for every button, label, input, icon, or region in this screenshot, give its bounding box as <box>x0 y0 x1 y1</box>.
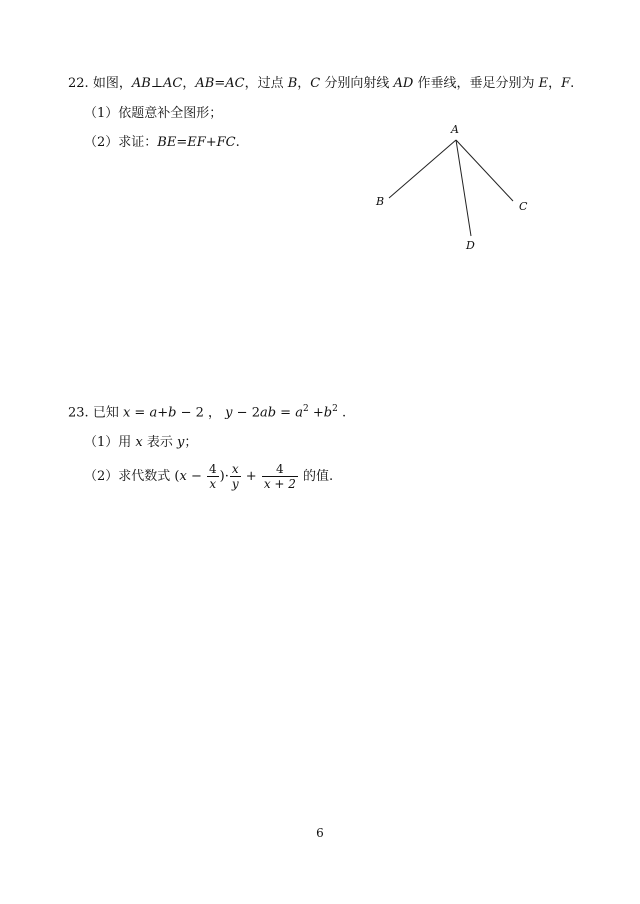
page-number: 6 <box>316 826 324 840</box>
q23-part-2: （2）求代数式 (x − $\frac{4}{x}$ )· $\frac{x}{y}$ + $\frac{4}{x + 2}$ 的值. <box>84 462 334 491</box>
q23-stem: 23. 已知 x = a+b − 2 ， $y - 2ab = a^2 +b^2$ . <box>68 404 347 421</box>
label-B: B <box>376 195 385 208</box>
label-C: C <box>519 200 528 213</box>
fraction-x-over-y: $\frac{x}{y}$ <box>231 462 239 491</box>
ray-AD <box>456 140 471 236</box>
q22-part-2: （2）求证：BE=EF+FC. <box>84 135 240 150</box>
fraction-4-over-x-plus-2: $\frac{4}{x + 2}$ <box>263 462 296 491</box>
q23-part-1: （1）用 x 表示 y； <box>84 435 198 450</box>
segment-AB <box>389 140 456 198</box>
fraction-4-over-x: $\frac{4}{x}$ <box>209 462 217 491</box>
q22-geometry-figure <box>360 118 540 258</box>
label-A: A <box>451 123 459 136</box>
q22-part-1: （1）依题意补全图形； <box>84 106 223 121</box>
label-D: D <box>466 239 475 252</box>
q22-stem: 22. 如图，AB⊥AC，AB=AC，过点 B，C 分别向射线 AD 作垂线，垂足分别为 E，F. <box>68 76 575 91</box>
